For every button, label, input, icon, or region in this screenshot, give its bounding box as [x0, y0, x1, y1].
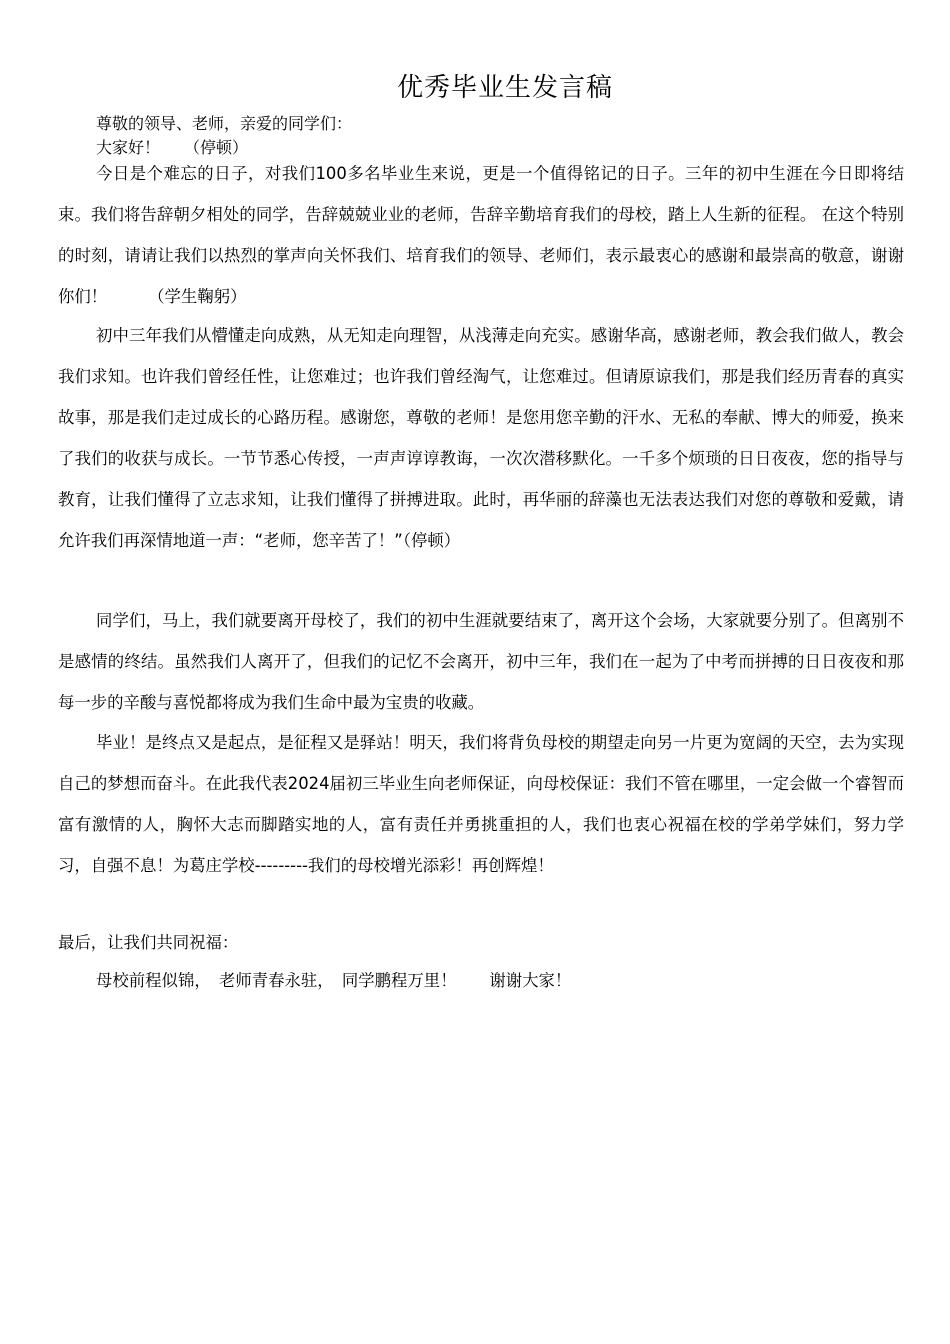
greeting: 大家好！ （停顿） — [96, 138, 249, 157]
document-title: 优秀毕业生发言稿 — [396, 73, 613, 103]
closing-wishes: 母校前程似锦， 老师青春永驻， 同学鹏程万里！ 谢谢大家！ — [96, 971, 572, 990]
paragraph-thanks-teachers: 初中三年我们从懵懂走向成熟，从无知走向理智，从浅薄走向充实。感谢华高，感谢老师，教会我们做人，教会我们求知。也许我们曾经任性，让您难过；也许我们曾经淘气，让您难过。但请原谅我们，那是我们经历青春的真实故事，那是我们走过成长的心路历程。感谢您，尊敬的老师！是您用您辛勤的汗水、无私的奉献、博大的师爱，换来了我们的收获与成长。一节节悉心传授，一声声谆谆教诲，一次次潜移默化。一千多个烦琐的日日夜夜，您的指导与教育，让我们懂得了立志求知，让我们懂得了拼搏进取。此时，再华丽的辞藻也无法表达我们对您的尊敬和爱戴，请允许我们再深情地道一声：“老师，您辛苦了！”（停顿） — [58, 326, 904, 550]
closing-intro: 最后，让我们共同祝福： — [58, 933, 239, 952]
paragraph-opening: 今日是个难忘的日子，对我们100多名毕业生来说，更是一个值得铭记的日子。三年的初中生涯在今日即将结束。我们将告辞朝夕相处的同学，告辞兢兢业业的老师，告辞辛勤培育我们的母校，踏上人生新的征程。 在这个特别的时刻，请请让我们以热烈的掌声向关怀我们、培育我们的领导、老师们，表示最衷心的感谢和最崇高的敬意，谢谢你们！ （学生鞠躬） — [58, 164, 904, 306]
salutation: 尊敬的领导、老师，亲爱的同学们： — [96, 114, 353, 133]
paragraph-graduation-pledge: 毕业！是终点又是起点，是征程又是驿站！明天，我们将背负母校的期望走向另一片更为宽阔的天空，去为实现自己的梦想而奋斗。在此我代表2024届初三毕业生向老师保证，向母校保证：我们不管在哪里，一定会做一个睿智而富有激情的人，胸怀大志而脚踏实地的人，富有责任并勇挑重担的人，我们也衷心祝福在校的学弟学妹们，努力学习，自强不息！为葛庄学校---------我们的母校增光添彩！再创辉煌！ — [58, 733, 904, 875]
paragraph-farewell: 同学们，马上，我们就要离开母校了，我们的初中生涯就要结束了，离开这个会场，大家就要分别了。但离别不是感情的终结。虽然我们人离开了，但我们的记忆不会离开，初中三年，我们在一起为了中考而拼搏的日日夜夜和那每一步的辛酸与喜悦都将成为我们生命中最为宝贵的收藏。 — [58, 611, 904, 712]
